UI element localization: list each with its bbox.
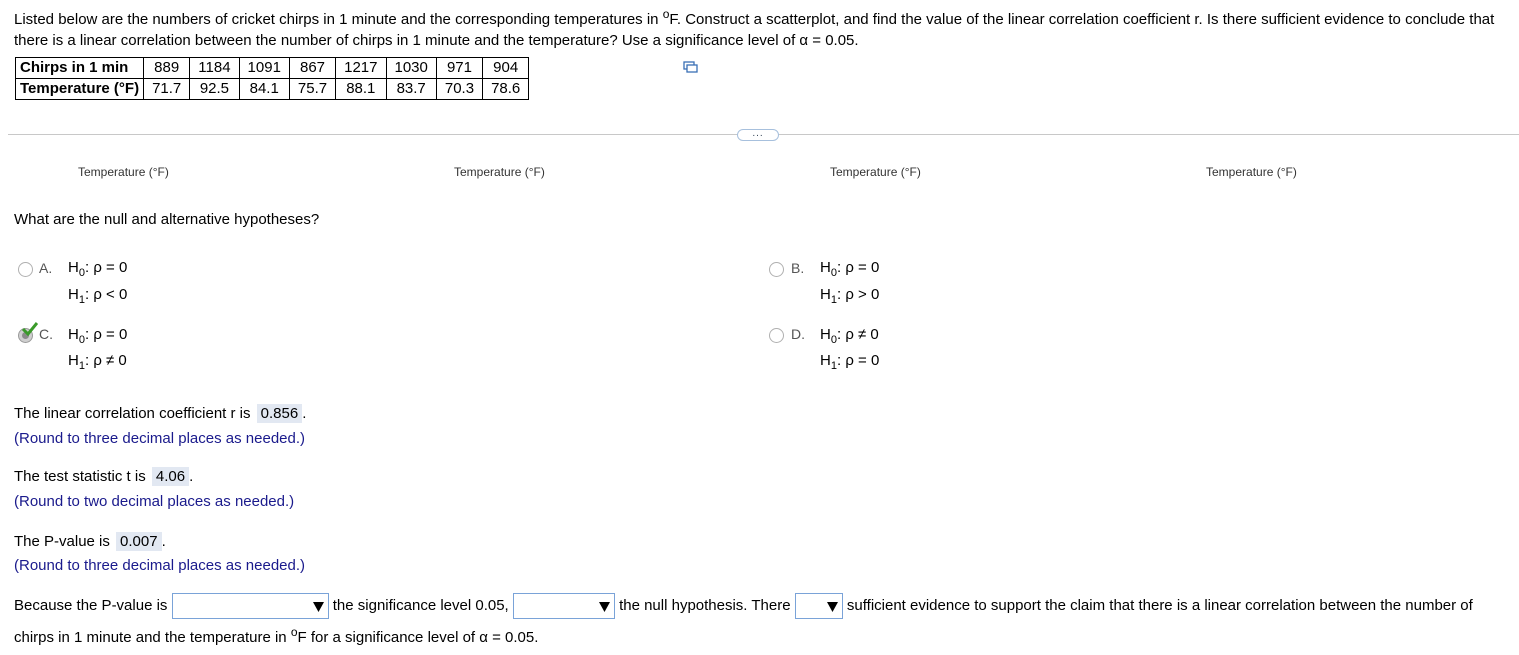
evidence-dropdown[interactable] [795, 593, 843, 619]
table-cell: 1091 [239, 58, 289, 79]
table-cell: 70.3 [436, 79, 482, 100]
question-part2: F. Construct a scatterplot, and find the value of the linear correlation coefficient r. Is there sufficient evidence to conclude that there is a linear correlation between the number of chirps in 1 minute and the temperature? Use a significance level of α = 0.05. [14, 11, 1495, 49]
option-d-h0: $H_0$: ρ ≠ 0 [820, 326, 879, 346]
p-statement: The P-value is 0.007 . [14, 533, 166, 550]
correct-check-icon [22, 322, 38, 336]
temperature-header: Temperature (°F) [16, 79, 144, 100]
table-cell: 1184 [190, 58, 239, 79]
question-part1: Listed below are the numbers of cricket chirps in 1 minute and the corresponding temperatures in [14, 11, 663, 28]
table-cell: 83.7 [386, 79, 436, 100]
null-decision-dropdown[interactable] [513, 593, 615, 619]
table-cell: 75.7 [289, 79, 335, 100]
r-statement: The linear correlation coefficient r is 0.856 . [14, 405, 307, 422]
option-b-letter: B. [791, 260, 805, 276]
t-hint: (Round to two decimal places as needed.) [14, 493, 295, 510]
option-a-h0: $H_0$: ρ = 0 [68, 259, 128, 279]
degree-symbol: o [662, 7, 670, 21]
table-cell: 1217 [336, 58, 386, 79]
chirps-header: Chirps in 1 min [16, 58, 144, 79]
option-d-h1: $H_1$: ρ = 0 [820, 352, 880, 372]
table-cell: 88.1 [336, 79, 386, 100]
table-cell: 71.7 [144, 79, 190, 100]
option-b-h0: $H_0$: ρ = 0 [820, 259, 880, 279]
r-hint: (Round to three decimal places as needed.) [14, 430, 306, 447]
plot-c-ylabel: Temperature (°F) [830, 165, 921, 179]
copy-data-icon[interactable] [683, 61, 698, 73]
p-answer: 0.007 [116, 532, 162, 551]
option-d-letter: D. [791, 326, 805, 342]
r-answer: 0.856 [257, 404, 303, 423]
table-cell: 904 [483, 58, 529, 79]
table-cell: 78.6 [483, 79, 529, 100]
table-cell: 1030 [386, 58, 436, 79]
table-cell: 84.1 [239, 79, 289, 100]
option-c-h0: $H_0$: ρ = 0 [68, 326, 128, 346]
table-cell: 971 [436, 58, 482, 79]
hypotheses-question: What are the null and alternative hypotheses? [14, 211, 320, 228]
chirps-row [16, 58, 529, 79]
option-c-h1: $H_1$: ρ ≠ 0 [68, 352, 127, 372]
option-a-radio[interactable] [18, 262, 33, 277]
table-cell: 867 [289, 58, 335, 79]
plot-b-ylabel: Temperature (°F) [454, 165, 545, 179]
question-text [14, 4, 1519, 51]
expand-more-button[interactable]: ... [737, 129, 779, 141]
pvalue-comparison-dropdown[interactable] [172, 593, 329, 619]
dropdown-arrow-icon [825, 598, 840, 615]
option-a-h1: $H_1$: ρ < 0 [68, 286, 128, 306]
option-a-letter: A. [39, 260, 53, 276]
temperature-row [16, 79, 529, 100]
t-statement: The test statistic t is 4.06 . [14, 468, 194, 485]
plot-a-ylabel: Temperature (°F) [78, 165, 169, 179]
dropdown-arrow-icon [597, 598, 612, 615]
table-cell: 889 [144, 58, 190, 79]
table-cell: 92.5 [190, 79, 239, 100]
p-hint: (Round to three decimal places as needed.) [14, 557, 306, 574]
conclusion-text: Because the P-value is the significance level 0.05, the null hypothesis. There sufficient evidence to support the claim that there is a linear correlation between the number of chirps in 1 minute and the temperature in $^o$F for a significance level of α = 0.05. [14, 593, 1514, 651]
data-table [15, 57, 529, 100]
option-d-radio[interactable] [769, 328, 784, 343]
t-answer: 4.06 [152, 467, 189, 486]
option-c-letter: C. [39, 326, 53, 342]
option-b-h1: $H_1$: ρ > 0 [820, 286, 880, 306]
option-b-radio[interactable] [769, 262, 784, 277]
plot-d-ylabel: Temperature (°F) [1206, 165, 1297, 179]
dropdown-arrow-icon [311, 598, 326, 615]
